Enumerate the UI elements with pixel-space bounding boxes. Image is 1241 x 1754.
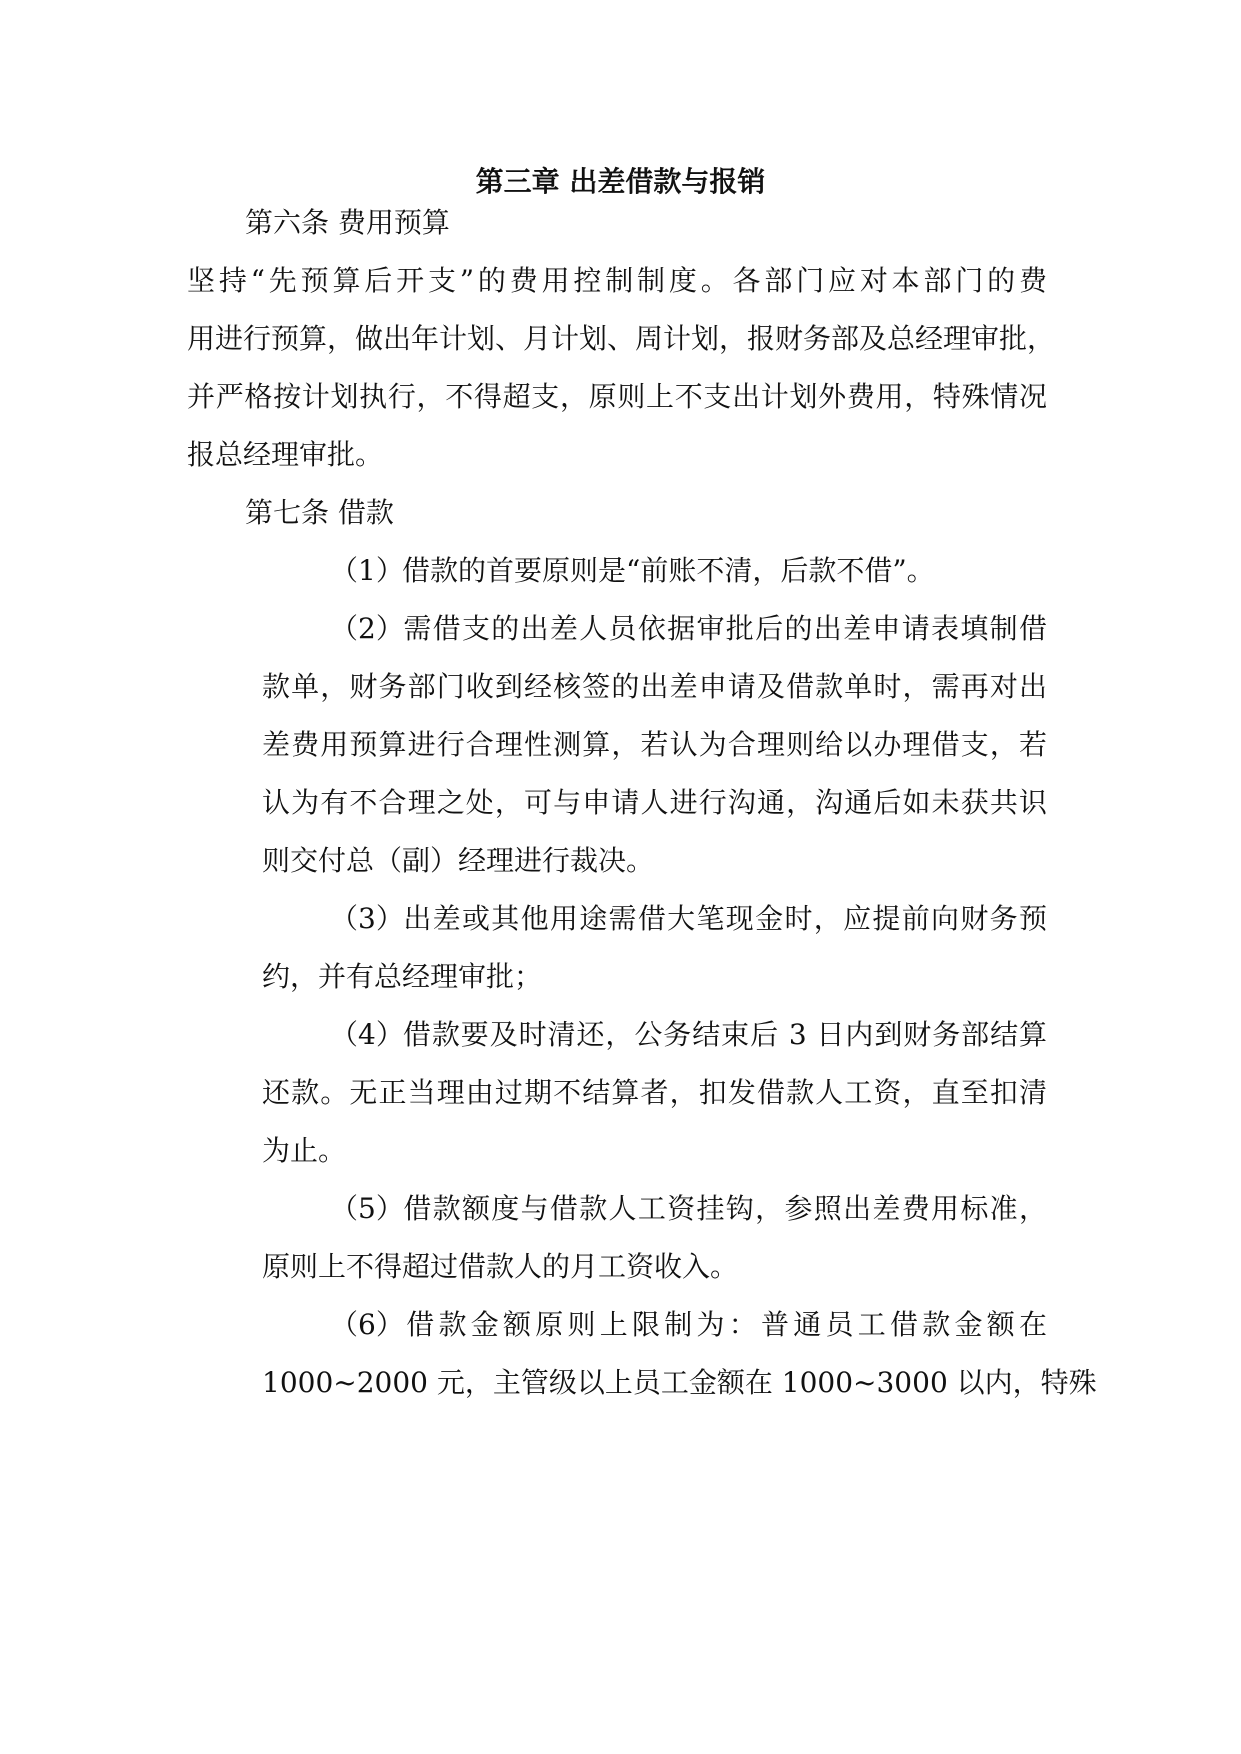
- item-text: 借款额度与借款人工资挂钩，参照出差费用标准，: [402, 1192, 1047, 1225]
- article-6-heading: 第六条 费用预算: [245, 206, 450, 239]
- loan-item-3: [330, 899, 1047, 939]
- article-6-line: 用进行预算，做出年计划、月计划、周计划，报财务部及总经理审批，: [187, 322, 1056, 355]
- item-continuation: 还款。无正当理由过期不结算者，扣发借款人工资，直至扣清: [262, 1076, 1047, 1109]
- item-continuation: 则交付总（副）经理进行裁决。: [262, 844, 655, 877]
- loan-item-2: [330, 609, 1047, 649]
- item-continuation: 1000~2000 元，主管级以上员工金额在 1000~3000 以内，特殊: [262, 1366, 1097, 1399]
- article-6-line: 报总经理审批。: [187, 438, 384, 471]
- item-continuation: 原则上不得超过借款人的月工资收入。: [262, 1250, 739, 1283]
- item-text: 借款金额原则上限制为：普通员工借款金额在: [402, 1308, 1047, 1341]
- item-number: （1）: [330, 554, 404, 587]
- item-continuation: 款单，财务部门收到经核签的出差申请及借款单时，需再对出: [262, 670, 1047, 703]
- item-text: 需借支的出差人员依据审批后的出差申请表填制借: [402, 612, 1047, 645]
- item-number: （4）: [330, 1018, 404, 1051]
- item-number: （3）: [330, 902, 404, 935]
- item-text: 借款要及时清还，公务结束后 3 日内到财务部结算: [402, 1018, 1047, 1051]
- loan-item-5: [330, 1189, 1047, 1229]
- item-number: （5）: [330, 1192, 404, 1225]
- item-continuation: 认为有不合理之处，可与申请人进行沟通，沟通后如未获共识: [262, 786, 1047, 819]
- loan-item-1: [330, 551, 935, 591]
- item-continuation: 差费用预算进行合理性测算，若认为合理则给以办理借支，若: [262, 728, 1047, 761]
- item-continuation: 为止。: [262, 1134, 347, 1167]
- item-number: （6）: [330, 1308, 404, 1341]
- article-6-line: 坚持“先预算后开支”的费用控制制度。各部门应对本部门的费: [187, 264, 1047, 297]
- loan-item-4: [330, 1015, 1047, 1055]
- item-continuation: 约，并有总经理审批；: [262, 960, 543, 993]
- item-text: 出差或其他用途需借大笔现金时，应提前向财务预: [402, 902, 1047, 935]
- loan-item-6: [330, 1305, 1047, 1345]
- item-number: （2）: [330, 612, 404, 645]
- item-text: 借款的首要原则是“前账不清，后款不借”。: [402, 554, 935, 587]
- article-7-heading: 第七条 借款: [245, 496, 394, 529]
- chapter-title: 第三章 出差借款与报销: [475, 165, 766, 198]
- article-6-line: 并严格按计划执行，不得超支，原则上不支出计划外费用，特殊情况: [187, 380, 1047, 413]
